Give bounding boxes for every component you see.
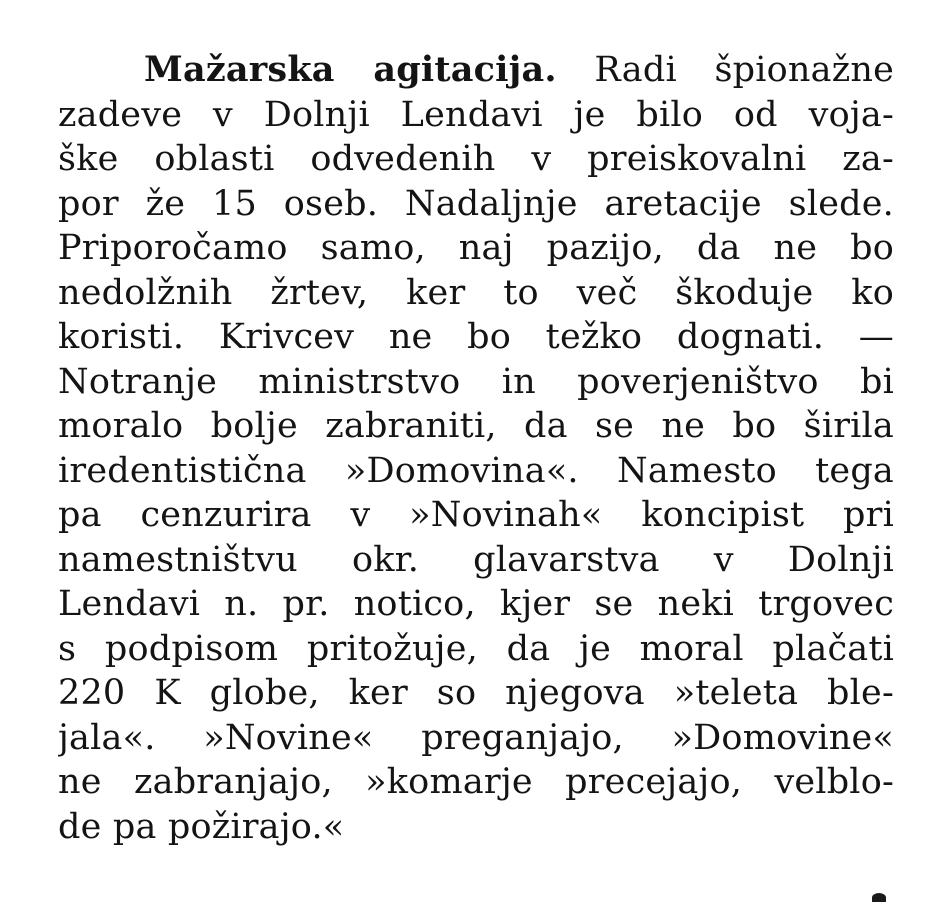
article-line-15: 220 K globe, ker so njegova »teleta ble-	[58, 673, 894, 713]
article-headline: Mažarska agitacija.	[144, 49, 557, 90]
article-line-14: s podpisom pritožuje, da je moral plačati	[58, 628, 894, 669]
print-artifact	[872, 893, 886, 902]
article-text: Radi špionažne	[594, 50, 894, 90]
article-line-17: ne zabranjajo, »komarje precejajo, velblo-	[58, 762, 894, 802]
article-line-16: jala«. »Novine« preganjajo, »Domovine«	[58, 717, 894, 758]
article-line-8: Notranje ministrstvo in poverjeništvo bi	[58, 361, 894, 402]
article-line-13: Lendavi n. pr. notico, kjer se neki trgovec	[58, 584, 894, 624]
article-line-18: de pa požirajo.«	[58, 806, 345, 847]
article-line-3: ške oblasti odvedenih v preiskovalni za-	[58, 139, 894, 179]
article-line-6: nedolžnih žrtev, ker to več škoduje ko	[58, 272, 894, 313]
article-line-2: zadeve v Dolnji Lendavi je bilo od voja-	[58, 94, 894, 135]
article-line-5: Priporočamo samo, naj pazijo, da ne bo	[58, 228, 894, 268]
article-line-1	[58, 48, 894, 93]
article-line-9: moralo bolje zabraniti, da se ne bo širila	[58, 406, 894, 446]
article-line-11: pa cenzurira v »Novinah« koncipist pri	[58, 495, 894, 535]
article-line-10: iredentistična »Domovina«. Namesto tega	[58, 450, 894, 491]
article-body	[58, 48, 894, 849]
article-line-4: por že 15 oseb. Nadaljnje aretacije slede.	[58, 183, 894, 224]
article-line-12: namestništvu okr. glavarstva v Dolnji	[58, 539, 894, 580]
article-line-7: koristi. Krivcev ne bo težko dognati. —	[58, 317, 894, 357]
